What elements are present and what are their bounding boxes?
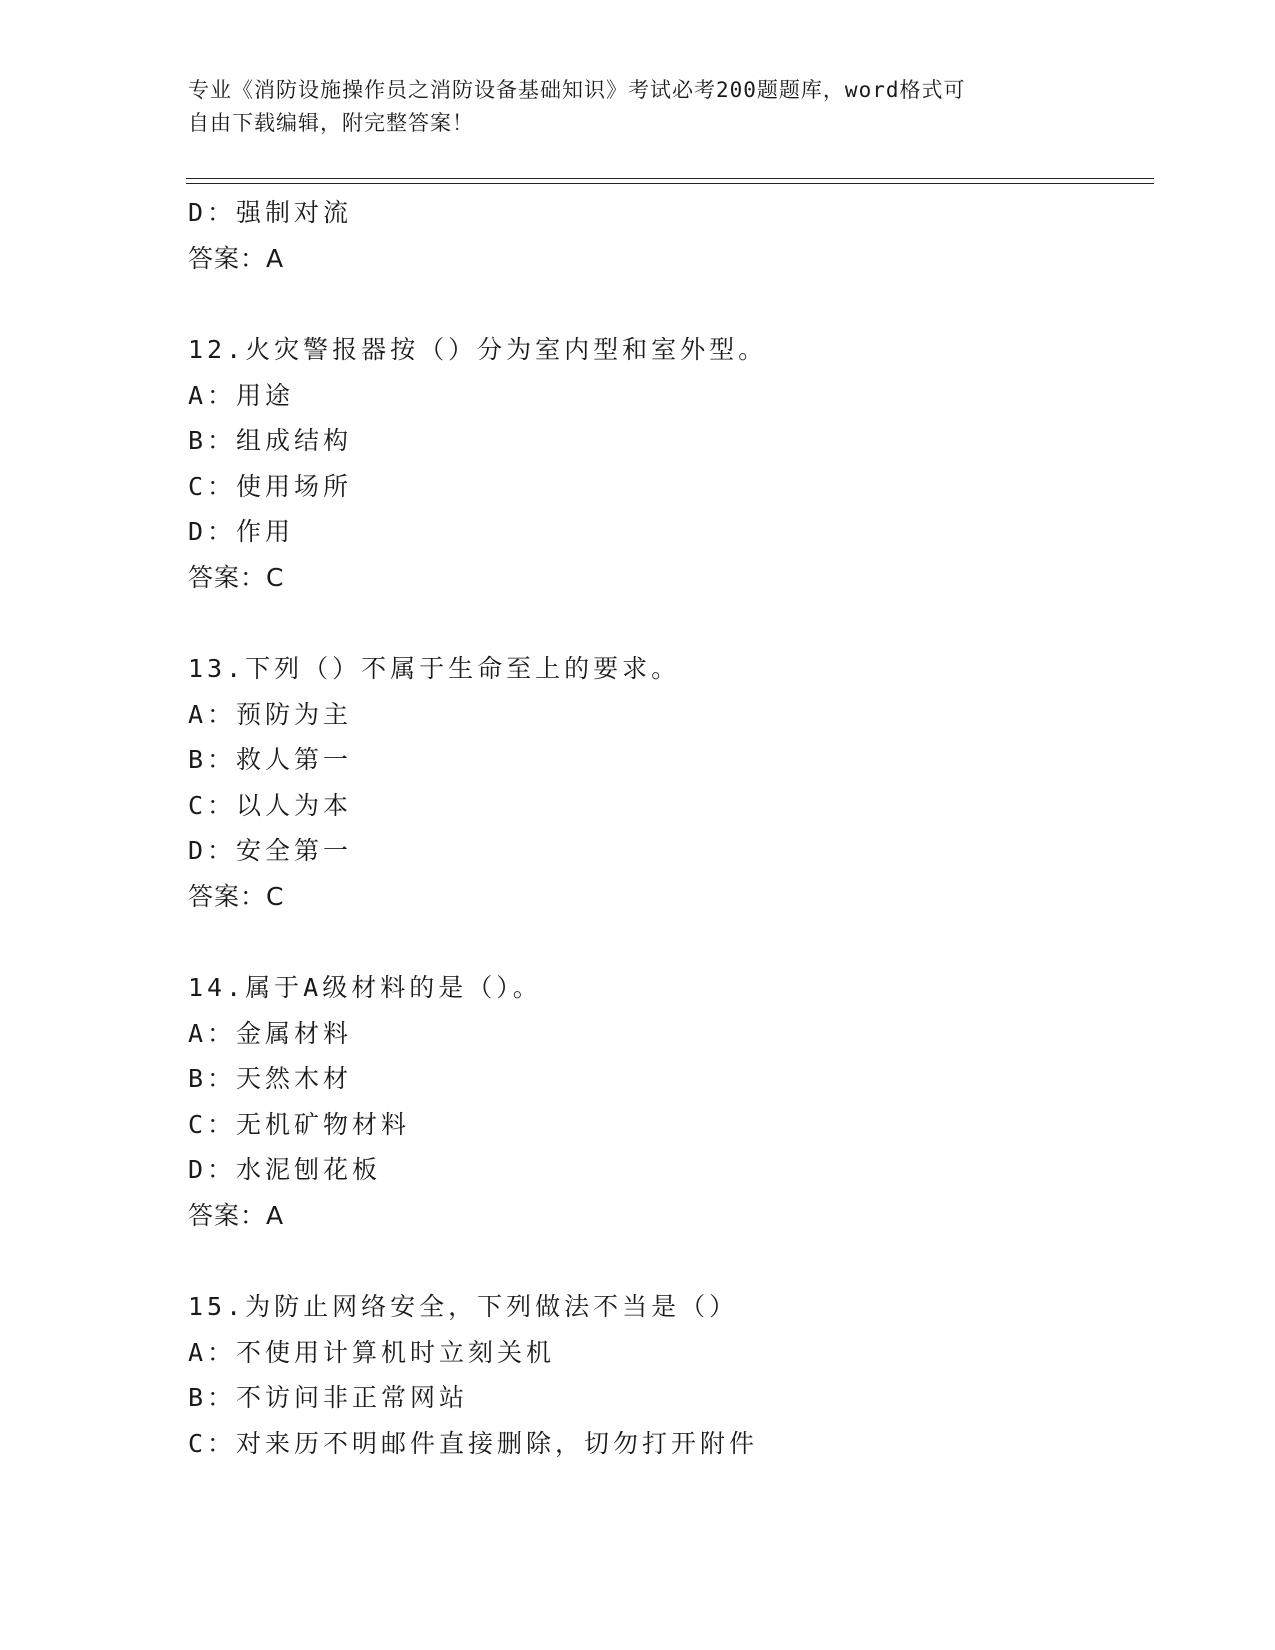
header-line-2: 自由下载编辑，附完整答案！ bbox=[188, 111, 474, 135]
option-c: C：无机矿物材料 bbox=[188, 1109, 411, 1139]
answer-line: 答案：C bbox=[188, 562, 285, 592]
option-c: C：对来历不明邮件直接删除，切勿打开附件 bbox=[188, 1428, 759, 1458]
option-b: B：救人第一 bbox=[188, 745, 353, 774]
option-d: D：水泥刨花板 bbox=[188, 1155, 382, 1184]
option-a: A：预防为主 bbox=[188, 699, 353, 729]
option-d: D：强制对流 bbox=[188, 198, 353, 227]
answer-line: 答案：A bbox=[188, 1200, 285, 1230]
answer-line: 答案：A bbox=[188, 243, 285, 273]
option-c: C：使用场所 bbox=[188, 471, 353, 501]
option-a: A：不使用计算机时立刻关机 bbox=[188, 1337, 556, 1367]
option-b: B：不访问非正常网站 bbox=[188, 1383, 469, 1412]
question-13 bbox=[188, 646, 1148, 919]
option-c: C：以人为本 bbox=[188, 790, 353, 820]
question-stem: 14.属于A级材料的是（）。 bbox=[188, 973, 542, 1002]
option-b: B：天然木材 bbox=[188, 1064, 353, 1093]
question-list bbox=[188, 190, 1148, 1466]
option-b: B：组成结构 bbox=[188, 426, 353, 455]
header-divider-bottom bbox=[186, 183, 1154, 184]
header-divider-top bbox=[186, 178, 1154, 179]
question-14 bbox=[188, 965, 1148, 1238]
answer-line: 答案：C bbox=[188, 881, 285, 911]
question-stem: 15.为防止网络安全，下列做法不当是（） bbox=[188, 1292, 739, 1321]
question-stem: 12.火灾警报器按（）分为室内型和室外型。 bbox=[188, 335, 768, 364]
option-a: A：金属材料 bbox=[188, 1018, 353, 1048]
question-12 bbox=[188, 327, 1148, 600]
question-stem: 13.下列（）不属于生命至上的要求。 bbox=[188, 654, 681, 683]
question-15 bbox=[188, 1284, 1148, 1466]
document-header bbox=[188, 74, 1088, 140]
option-a: A：用途 bbox=[188, 380, 295, 410]
option-d: D：作用 bbox=[188, 517, 295, 546]
option-d: D：安全第一 bbox=[188, 836, 353, 865]
header-line-1: 专业《消防设施操作员之消防设备基础知识》考试必考200题题库，word格式可 bbox=[188, 78, 966, 102]
